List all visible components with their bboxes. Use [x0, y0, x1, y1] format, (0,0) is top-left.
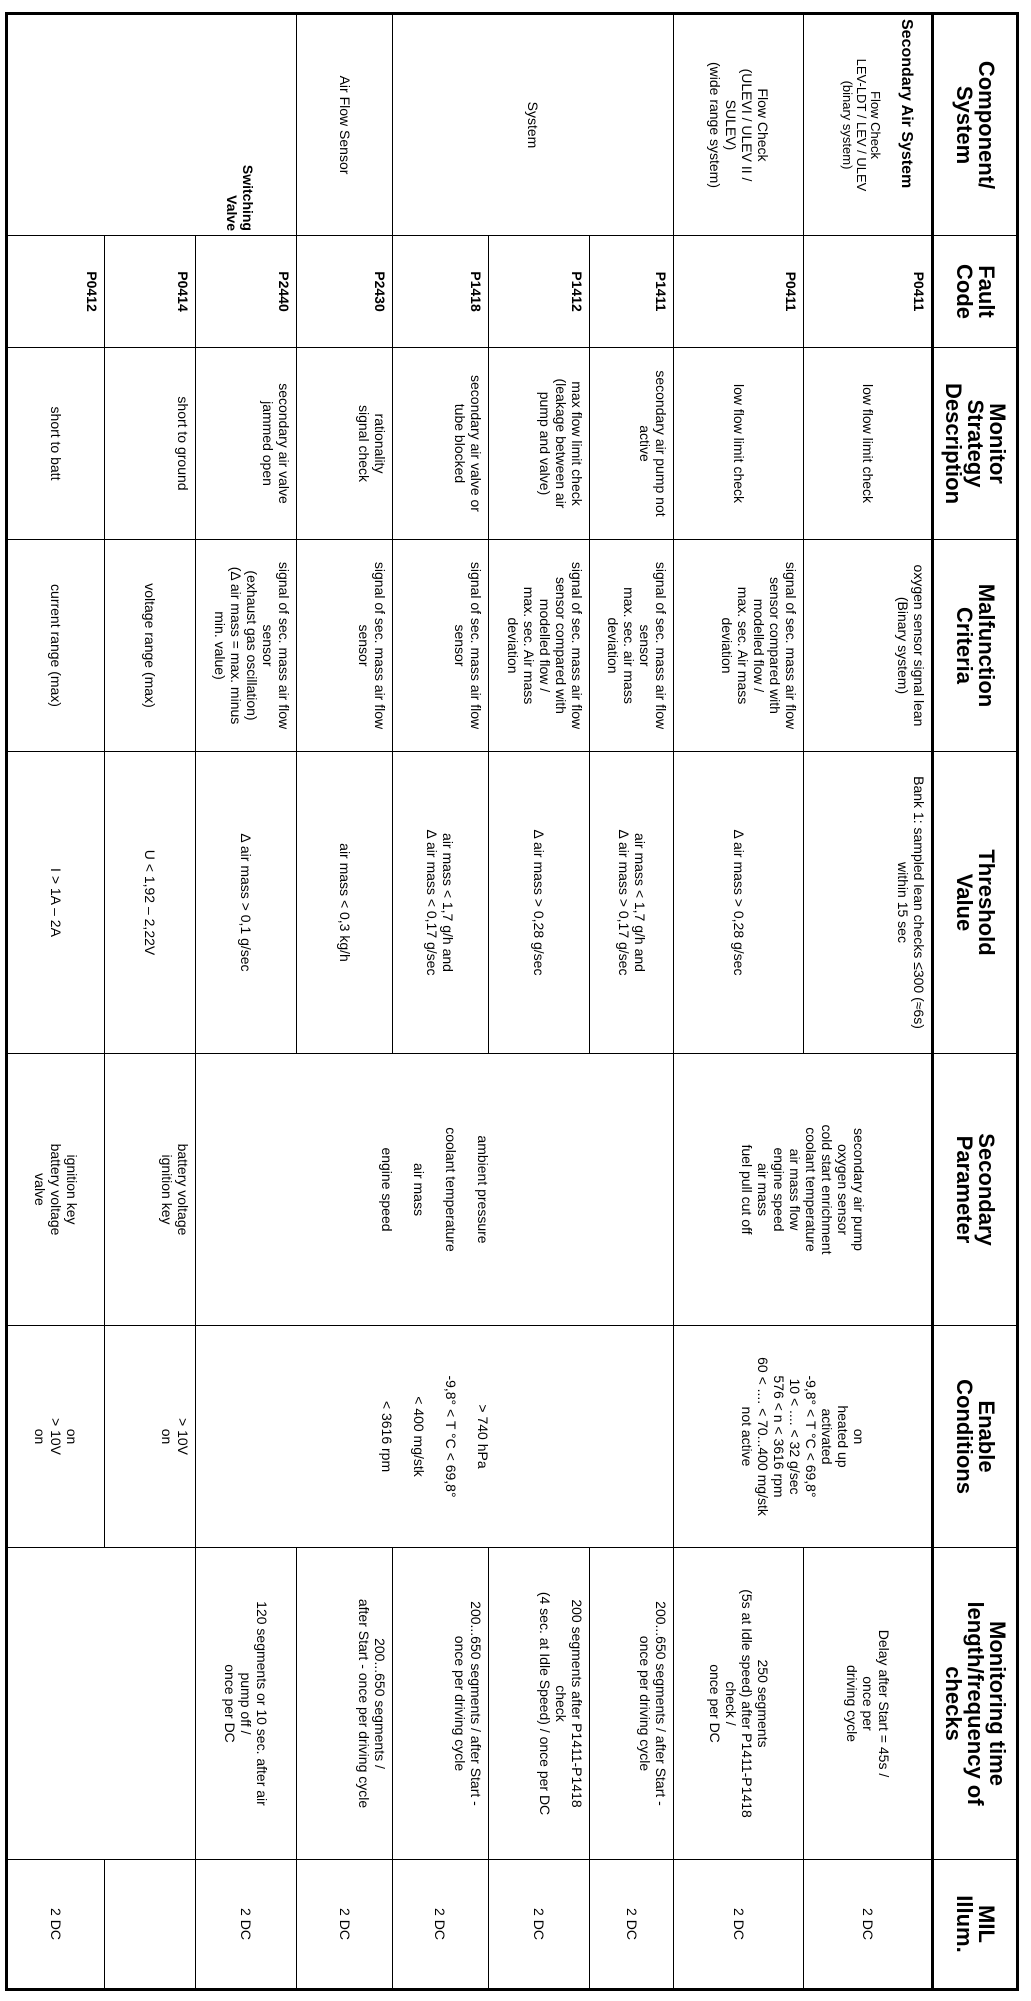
enable-conditions: on heated up activated -9,8° < T °C < 69,8° 10 < .... < 32 g/sec 576 < n < 3616 rpm 60 < .... < 70...400 mg/stk not active [674, 1326, 933, 1548]
component-flow-check-binary: Flow Check LEV-LDT / LEV / ULEV (binary system) [840, 58, 883, 192]
component-air-flow-sensor: Air Flow Sensor [297, 14, 393, 236]
obd-monitor-table [5, 12, 1019, 1991]
header-monitoring-time: Monitoring time length/frequency of checks [933, 1548, 1018, 1860]
malfunction-criteria: signal of sec. mass air flow sensor (exhaust gas oscillation) (Δ air mass = max. minus min. value) [196, 540, 297, 752]
table-row [297, 14, 393, 1990]
table-row [674, 14, 804, 1990]
header-secondary-parameter: Secondary Parameter [933, 1054, 1018, 1326]
malfunction-criteria: signal of sec. mass air flow sensor max. sec. air mass deviation [590, 540, 674, 752]
monitoring-time: 200...650 segments / after Start - once per driving cycle [297, 1548, 393, 1860]
mil-illum: 2 DC [297, 1860, 393, 1990]
fault-code: P1411 [590, 236, 674, 348]
enable-conditions: on > 10V on [7, 1326, 105, 1548]
monitor-strategy: low flow limit check [804, 348, 933, 540]
monitoring-time: 250 segments (5s at Idle speed) after P1411-P1418 check / once per DC [674, 1548, 804, 1860]
mil-illum: 2 DC [7, 1860, 105, 1990]
fault-code: P0411 [804, 236, 933, 348]
malfunction-criteria: signal of sec. mass air flow sensor [393, 540, 489, 752]
monitor-strategy: max flow limit check (leakage between air pump and valve) [488, 348, 589, 540]
header-component: Component/ System [933, 14, 1018, 236]
monitor-strategy: rationality signal check [297, 348, 393, 540]
threshold-value: I > 1A – 2A [7, 752, 105, 1054]
threshold-value: air mass < 1,7 g/h and Δ air mass > 0,17 g/sec [590, 752, 674, 1054]
threshold-value: Bank 1: sampled lean checks ≤300 (≈6s) within 15 sec [804, 752, 933, 1054]
monitoring-time: 200 segments after P1411-P1418 check (4 sec. at Idle Speed) / once per DC [488, 1548, 589, 1860]
header-malfunction-criteria: Malfunction Criteria [933, 540, 1018, 752]
malfunction-criteria: signal of sec. mass air flow sensor compared with modelled flow / max. sec. Air mass deviation [674, 540, 804, 752]
malfunction-criteria: oxygen sensor signal lean (Binary system) [804, 540, 933, 752]
header-row [933, 14, 1018, 1990]
threshold-value: Δ air mass > 0,1 g/sec [196, 752, 297, 1054]
table-row [196, 14, 297, 1990]
monitor-strategy: secondary air valve jammed open [196, 348, 297, 540]
mil-illum: 2 DC [196, 1860, 297, 1990]
table-row [590, 14, 674, 1990]
monitor-strategy: short to ground [105, 348, 196, 540]
fault-code: P0411 [674, 236, 804, 348]
mil-illum: 2 DC [804, 1860, 933, 1990]
secondary-parameter-shared: ambient pressure coolant temperature air mass engine speed [196, 1054, 674, 1326]
fault-code: P0412 [7, 236, 105, 348]
secondary-parameter: secondary air pump oxygen sensor cold start enrichment coolant temperature air mass flow engine speed air mass fuel pull cut off [674, 1054, 933, 1326]
fault-code: P0414 [105, 236, 196, 348]
table-row [105, 14, 196, 1990]
header-enable-conditions: Enable Conditions [933, 1326, 1018, 1548]
threshold-value: Δ air mass > 0,28 g/sec [488, 752, 589, 1054]
component-switching-valve: Switching Valve [7, 14, 297, 236]
mil-illum: 2 DC [488, 1860, 589, 1990]
table-row [804, 14, 933, 1990]
threshold-value: U < 1,92 – 2,22V [105, 752, 196, 1054]
enable-conditions-shared: > 740 hPa -9,8° < T °C < 69,8° < 400 mg/stk < 3616 rpm [196, 1326, 674, 1548]
component-flow-check-wide: Flow Check (ULEVI / ULEV II / SULEV) (wide range system) [674, 14, 804, 236]
table-row [393, 14, 489, 1990]
component-cell-binary [804, 14, 933, 236]
enable-conditions: > 10V on [105, 1326, 196, 1548]
mil-illum [105, 1860, 196, 1990]
mil-illum: 2 DC [590, 1860, 674, 1990]
fault-code: P1412 [488, 236, 589, 348]
monitor-strategy: short to batt [7, 348, 105, 540]
secondary-parameter: battery voltage ignition key [105, 1054, 196, 1326]
monitor-strategy: secondary air pump not active [590, 348, 674, 540]
section-title: Secondary Air System [898, 19, 915, 189]
component-system: System [393, 14, 674, 236]
mil-illum: 2 DC [674, 1860, 804, 1990]
monitoring-time: 200...650 segments / after Start - once per driving cycle [590, 1548, 674, 1860]
monitoring-time: Delay after Start = 45s / once per driving cycle [804, 1548, 933, 1860]
malfunction-criteria: current range (max) [7, 540, 105, 752]
monitoring-time: 200...650 segments / after Start - once per driving cycle [393, 1548, 489, 1860]
header-mil-illum: MIL Illum. [933, 1860, 1018, 1990]
malfunction-criteria: signal of sec. mass air flow sensor compared with modelled flow / max. sec. Air mass deviation [488, 540, 589, 752]
monitoring-time-empty [7, 1548, 196, 1860]
table-row [488, 14, 589, 1990]
header-threshold-value: Threshold Value [933, 752, 1018, 1054]
fault-code: P2440 [196, 236, 297, 348]
secondary-parameter: ignition key battery voltage valve [7, 1054, 105, 1326]
monitoring-time: 120 segments or 10 sec. after air pump off / once per DC [196, 1548, 297, 1860]
monitor-strategy: low flow limit check [674, 348, 804, 540]
malfunction-criteria: signal of sec. mass air flow sensor [297, 540, 393, 752]
monitor-strategy: secondary air valve or tube blocked [393, 348, 489, 540]
fault-code: P1418 [393, 236, 489, 348]
header-monitor-strategy: Monitor Strategy Description [933, 348, 1018, 540]
fault-code: P2430 [297, 236, 393, 348]
header-fault-code: Fault Code [933, 236, 1018, 348]
threshold-value: Δ air mass > 0,28 g/sec [674, 752, 804, 1054]
malfunction-criteria: voltage range (max) [105, 540, 196, 752]
threshold-value: air mass < 1,7 g/h and Δ air mass < 0,17 g/sec [393, 752, 489, 1054]
mil-illum: 2 DC [393, 1860, 489, 1990]
threshold-value: air mass < 0,3 kg/h [297, 752, 393, 1054]
